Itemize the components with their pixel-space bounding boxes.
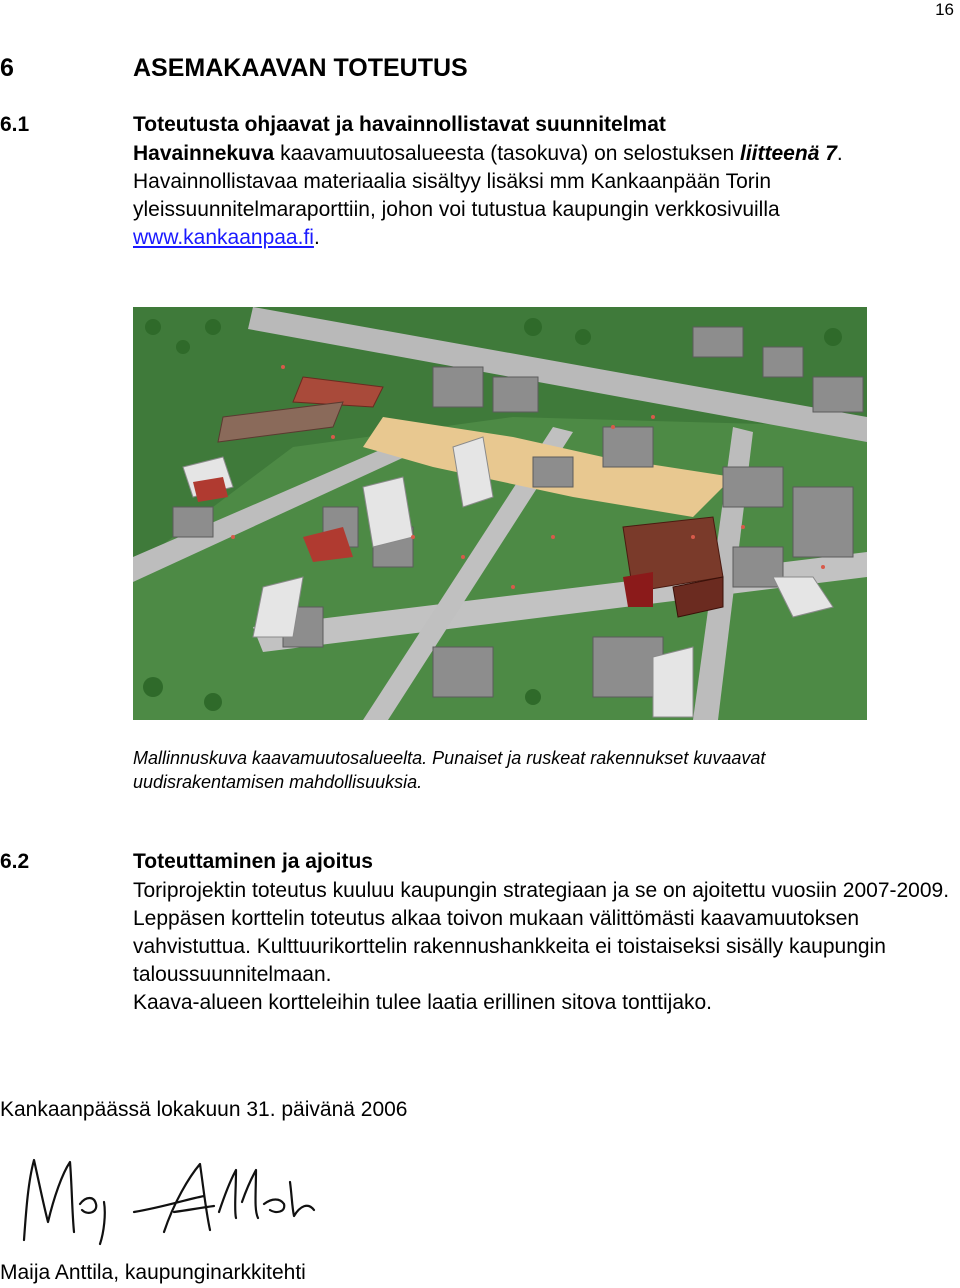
section-6-1-body xyxy=(133,140,953,252)
paragraph-text: Havainnollistavaa materiaalia sisältyy lisäksi mm Kankaanpään Torin yleissuunnitelmaraporttiin, johon voi tutustua kaupungin verkkosivuilla xyxy=(133,170,780,221)
appendix-ref: liitteenä 7 xyxy=(740,142,837,165)
handwritten-signature xyxy=(14,1152,334,1247)
paragraph: Toriprojektin toteutus kuuluu kaupungin strategiaan ja se on ajoitettu vuosiin 2007-2009. Leppäsen korttelin toteutus alkaa toivon mukaan välittömästi kaavamuutoksen vahvistuttua. Kulttuurikorttelin rakennushankkeita ei toistaiseksi sisälly kaupungin taloussuunnitelmaan. xyxy=(133,879,950,986)
paragraph: Kaava-alueen kortteleihin tulee laatia erillinen sitova tonttijako. xyxy=(133,991,713,1014)
section-title: Toteutusta ohjaavat ja havainnollistavat suunnitelmat xyxy=(133,113,666,136)
term-havainnekuva: Havainnekuva xyxy=(133,142,275,165)
place-date-line: Kankaanpäässä lokakuun 31. päivänä 2006 xyxy=(0,1098,408,1121)
section-number: 6.1 xyxy=(0,113,30,136)
signer-name-title: Maija Anttila, kaupunginarkkitehti xyxy=(0,1261,306,1284)
section-number: 6.2 xyxy=(0,850,30,873)
paragraph xyxy=(133,168,953,252)
paragraph xyxy=(133,140,953,168)
paragraph-end: . xyxy=(836,142,843,165)
page-number: 16 xyxy=(935,0,954,19)
paragraph-text: kaavamuutosalueesta (tasokuva) on selostuksen xyxy=(274,142,741,165)
image-caption: Mallinnuskuva kaavamuutosalueelta. Punaiset ja ruskeat rakennukset kuvaavat uudisrakentamisen mahdollisuuksia. xyxy=(133,748,766,792)
section-6-2-body xyxy=(133,877,953,1017)
section-title: Toteuttaminen ja ajoitus xyxy=(133,850,373,873)
website-link[interactable]: www.kankaanpaa.fi xyxy=(133,226,314,249)
model-image-town-center xyxy=(133,307,867,720)
section-title: ASEMAKAAVAN TOTEUTUS xyxy=(133,54,468,82)
section-number: 6 xyxy=(0,54,14,82)
paragraph-end: . xyxy=(313,226,320,249)
